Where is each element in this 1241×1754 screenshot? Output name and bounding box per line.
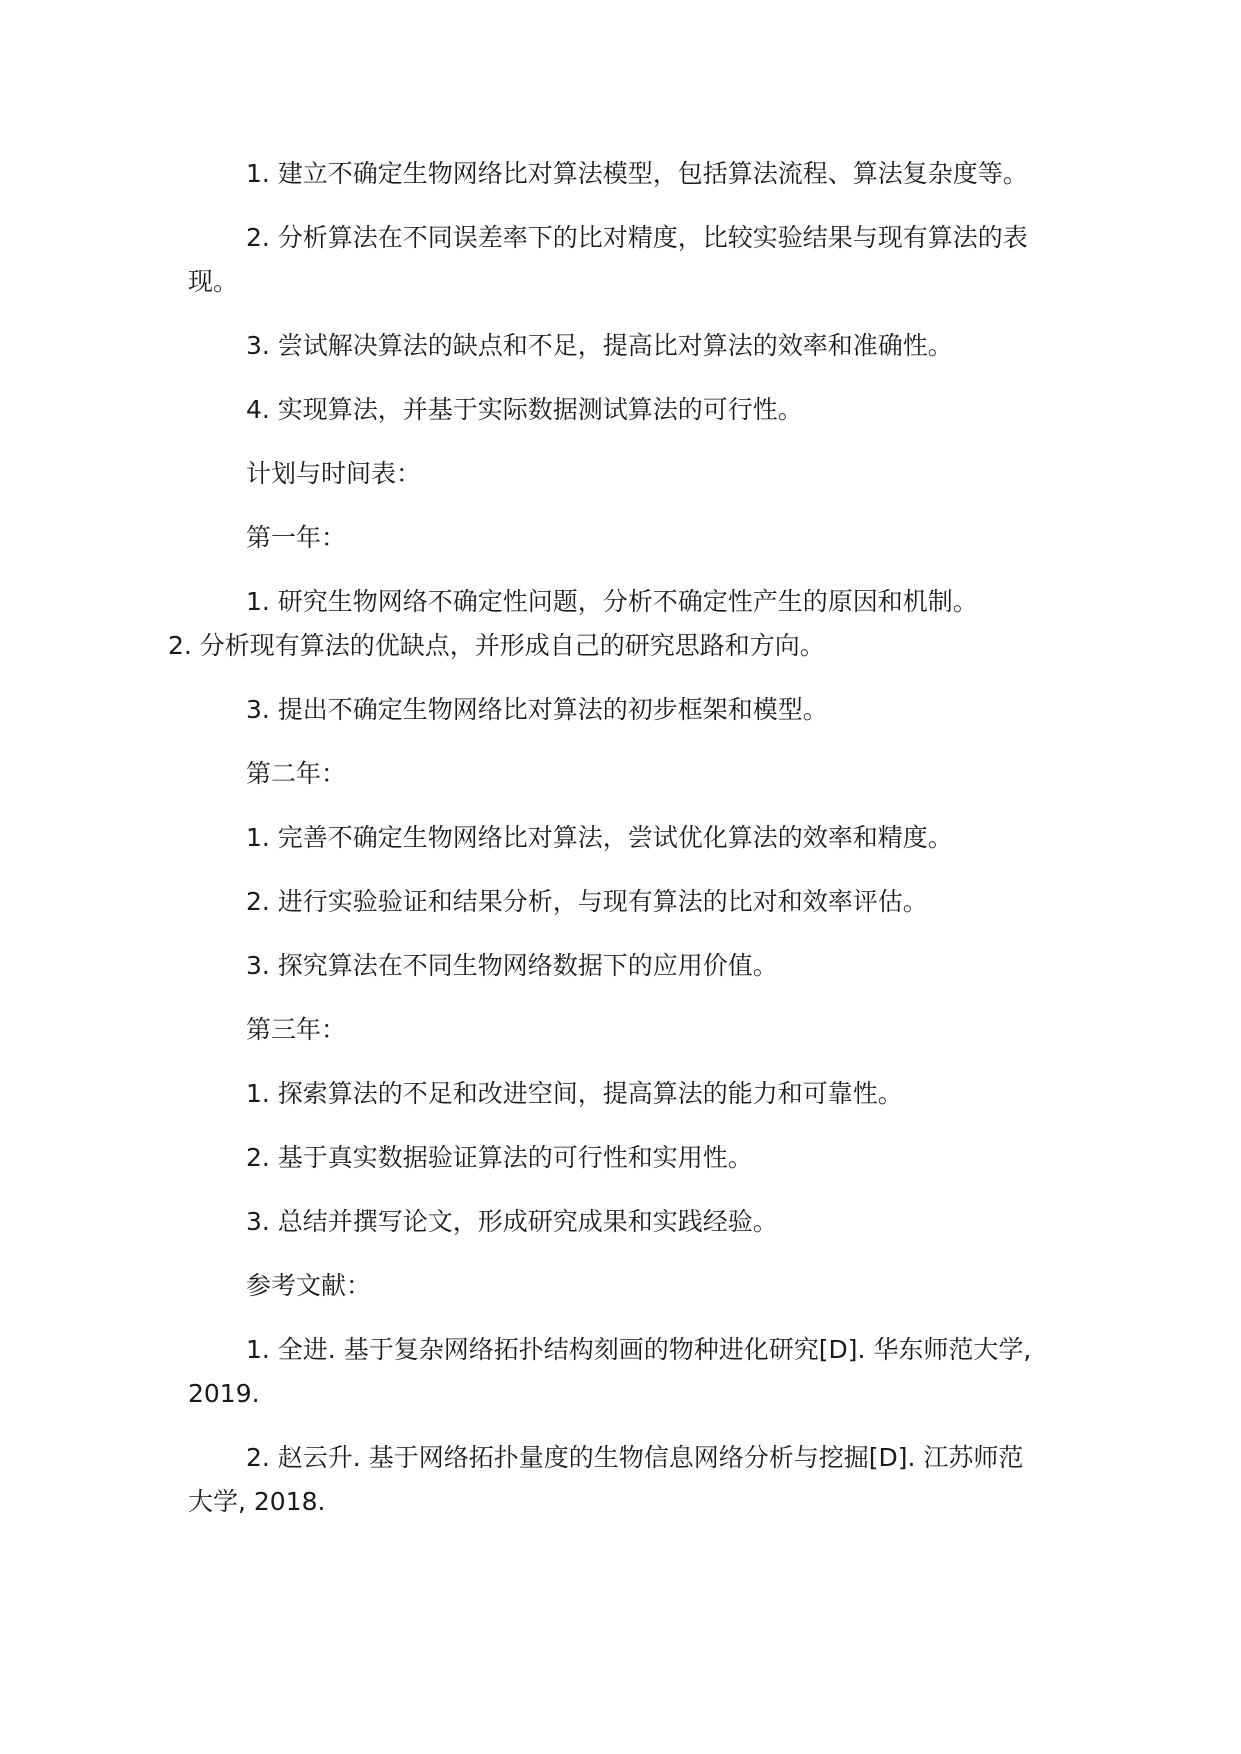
reference-1: 1. 全进. 基于复杂网络拓扑结构刻画的物种进化研究[D]. 华东师范大学, 2019. [188,1335,1032,1408]
section-heading-schedule: 计划与时间表： [246,459,422,488]
paragraph-goal-1: 1. 建立不确定生物网络比对算法模型，包括算法流程、算法复杂度等。 [246,159,1028,188]
paragraph-goal-4: 4. 实现算法，并基于实际数据测试算法的可行性。 [246,395,803,424]
year3-item-1: 1. 探索算法的不足和改进空间，提高算法的能力和可靠性。 [246,1079,903,1108]
year1-item-2: 2. 分析现有算法的优缺点，并形成自己的研究思路和方向。 [168,631,825,660]
paragraph-goal-3: 3. 尝试解决算法的缺点和不足，提高比对算法的效率和准确性。 [246,331,953,360]
paragraph-goal-2: 2. 分析算法在不同误差率下的比对精度，比较实验结果与现有算法的表现。 [188,223,1028,296]
year3-item-3: 3. 总结并撰写论文，形成研究成果和实践经验。 [246,1207,778,1236]
year-heading-2: 第二年： [246,759,347,788]
year1-item-1: 1. 研究生物网络不确定性问题，分析不确定性产生的原因和机制。 [246,587,978,616]
section-heading-references: 参考文献： [246,1271,372,1300]
document-body [168,152,1048,1544]
year-heading-3: 第三年： [246,1015,347,1044]
year2-item-2: 2. 进行实验验证和结果分析，与现有算法的比对和效率评估。 [246,887,928,916]
year-heading-1: 第一年： [246,523,347,552]
reference-2: 2. 赵云升. 基于网络拓扑量度的生物信息网络分析与挖掘[D]. 江苏师范大学, 2018. [188,1443,1024,1516]
year2-item-1: 1. 完善不确定生物网络比对算法，尝试优化算法的效率和精度。 [246,823,953,852]
year3-item-2: 2. 基于真实数据验证算法的可行性和实用性。 [246,1143,753,1172]
year2-item-3: 3. 探究算法在不同生物网络数据下的应用价值。 [246,951,778,980]
year1-item-3: 3. 提出不确定生物网络比对算法的初步框架和模型。 [246,695,828,724]
